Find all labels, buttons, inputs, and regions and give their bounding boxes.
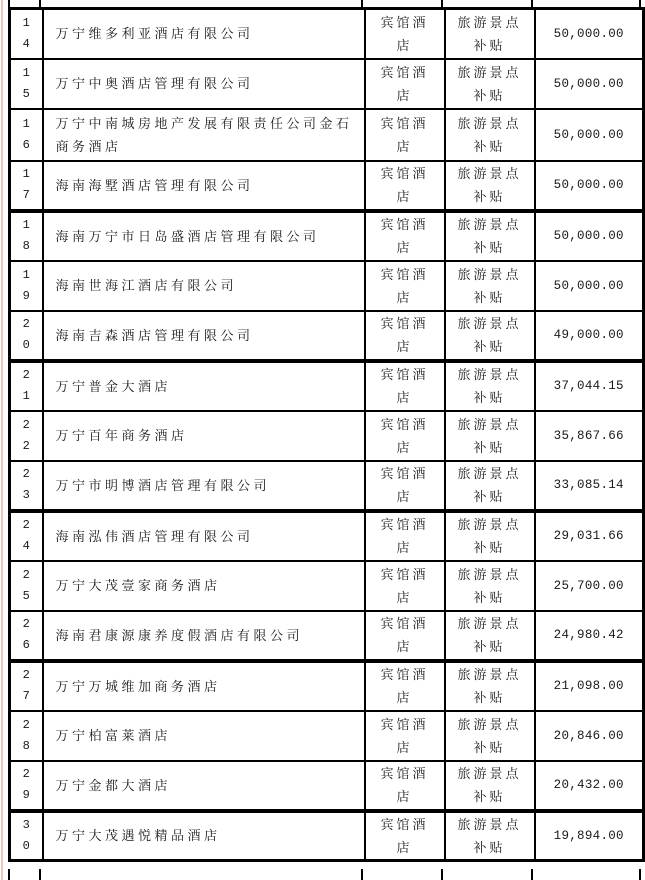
company-name-cell: 万宁大茂壹家商务酒店 [43,561,365,611]
category-cell: 宾馆酒 店 [365,561,445,611]
amount-cell: 21,098.00 [535,661,644,711]
company-name-cell: 海南君康源康养度假酒店有限公司 [43,611,365,661]
row-number-cell: 1 8 [10,211,43,261]
subsidy-type-cell: 旅游景点 补贴 [445,109,535,161]
category-cell: 宾馆酒 店 [365,511,445,561]
row-number-cell: 2 8 [10,711,43,761]
amount-cell: 49,000.00 [535,311,644,361]
category-cell: 宾馆酒 店 [365,811,445,861]
bottom-partial-row-border [8,869,10,880]
company-name-cell: 海南世海江酒店有限公司 [43,261,365,311]
company-name-cell: 万宁万城维加商务酒店 [43,661,365,711]
company-name-cell: 海南海墅酒店管理有限公司 [43,161,365,211]
amount-cell: 50,000.00 [535,261,644,311]
table-row [10,611,644,661]
subsidy-type-cell: 旅游景点 补贴 [445,811,535,861]
category-cell: 宾馆酒 店 [365,311,445,361]
category-cell: 宾馆酒 店 [365,461,445,511]
row-number-cell: 2 1 [10,361,43,411]
category-cell: 宾馆酒 店 [365,9,445,59]
row-number-cell: 2 5 [10,561,43,611]
row-number-cell: 2 2 [10,411,43,461]
table-row [10,761,644,811]
subsidy-type-cell: 旅游景点 补贴 [445,611,535,661]
amount-cell: 50,000.00 [535,211,644,261]
row-number-cell: 2 3 [10,461,43,511]
table-row [10,811,644,861]
subsidy-type-cell: 旅游景点 补贴 [445,311,535,361]
bottom-partial-row-border [39,869,41,880]
company-name-cell: 万宁金都大酒店 [43,761,365,811]
subsidy-type-cell: 旅游景点 补贴 [445,211,535,261]
table-row [10,161,644,211]
category-cell: 宾馆酒 店 [365,661,445,711]
table-row [10,411,644,461]
table-row [10,109,644,161]
subsidy-type-cell: 旅游景点 补贴 [445,261,535,311]
table-row [10,261,644,311]
top-partial-row-border [39,0,41,7]
bottom-partial-row-border [531,869,533,880]
top-partial-row-border [8,0,10,7]
amount-cell: 50,000.00 [535,59,644,109]
amount-cell: 50,000.00 [535,109,644,161]
amount-cell: 50,000.00 [535,9,644,59]
row-number-cell: 2 9 [10,761,43,811]
subsidy-type-cell: 旅游景点 补贴 [445,161,535,211]
table-row [10,661,644,711]
table-row [10,461,644,511]
subsidy-type-cell: 旅游景点 补贴 [445,411,535,461]
subsidy-table [8,7,645,862]
company-name-cell: 海南泓伟酒店管理有限公司 [43,511,365,561]
table-row [10,311,644,361]
category-cell: 宾馆酒 店 [365,711,445,761]
top-partial-row-border [639,0,641,7]
subsidy-type-cell: 旅游景点 补贴 [445,711,535,761]
subsidy-type-cell: 旅游景点 补贴 [445,361,535,411]
table-row [10,711,644,761]
subsidy-type-cell: 旅游景点 补贴 [445,761,535,811]
company-name-cell: 万宁百年商务酒店 [43,411,365,461]
row-number-cell: 1 7 [10,161,43,211]
amount-cell: 24,980.42 [535,611,644,661]
table-row [10,211,644,261]
subsidy-type-cell: 旅游景点 补贴 [445,511,535,561]
company-name-cell: 万宁柏富莱酒店 [43,711,365,761]
category-cell: 宾馆酒 店 [365,261,445,311]
category-cell: 宾馆酒 店 [365,211,445,261]
row-number-cell: 2 0 [10,311,43,361]
table-row [10,561,644,611]
category-cell: 宾馆酒 店 [365,161,445,211]
table-row [10,59,644,109]
row-number-cell: 1 9 [10,261,43,311]
amount-cell: 25,700.00 [535,561,644,611]
amount-cell: 19,894.00 [535,811,644,861]
company-name-cell: 万宁市明博酒店管理有限公司 [43,461,365,511]
top-partial-row-border [441,0,443,7]
top-partial-row-border [531,0,533,7]
bottom-partial-row-border [441,869,443,880]
subsidy-type-cell: 旅游景点 补贴 [445,9,535,59]
category-cell: 宾馆酒 店 [365,361,445,411]
subsidy-type-cell: 旅游景点 补贴 [445,661,535,711]
company-name-cell: 海南万宁市日岛盛酒店管理有限公司 [43,211,365,261]
row-number-cell: 2 4 [10,511,43,561]
company-name-cell: 万宁大茂遇悦精品酒店 [43,811,365,861]
subsidy-type-cell: 旅游景点 补贴 [445,561,535,611]
row-number-cell: 1 6 [10,109,43,161]
company-name-cell: 海南吉森酒店管理有限公司 [43,311,365,361]
subsidy-type-cell: 旅游景点 补贴 [445,59,535,109]
amount-cell: 20,846.00 [535,711,644,761]
scan-margin-line [1,0,3,880]
row-number-cell: 1 5 [10,59,43,109]
amount-cell: 29,031.66 [535,511,644,561]
category-cell: 宾馆酒 店 [365,411,445,461]
amount-cell: 35,867.66 [535,411,644,461]
subsidy-type-cell: 旅游景点 补贴 [445,461,535,511]
row-number-cell: 2 7 [10,661,43,711]
category-cell: 宾馆酒 店 [365,761,445,811]
bottom-partial-row-border [639,869,641,880]
company-name-cell: 万宁中南城房地产发展有限责任公司金石商务酒店 [43,109,365,161]
category-cell: 宾馆酒 店 [365,611,445,661]
table-row [10,361,644,411]
company-name-cell: 万宁普金大酒店 [43,361,365,411]
row-number-cell: 1 4 [10,9,43,59]
amount-cell: 50,000.00 [535,161,644,211]
top-partial-row-border [361,0,363,7]
company-name-cell: 万宁维多利亚酒店有限公司 [43,9,365,59]
amount-cell: 20,432.00 [535,761,644,811]
company-name-cell: 万宁中奥酒店管理有限公司 [43,59,365,109]
amount-cell: 37,044.15 [535,361,644,411]
category-cell: 宾馆酒 店 [365,59,445,109]
row-number-cell: 2 6 [10,611,43,661]
amount-cell: 33,085.14 [535,461,644,511]
category-cell: 宾馆酒 店 [365,109,445,161]
bottom-partial-row-border [361,869,363,880]
table-row [10,9,644,59]
row-number-cell: 3 0 [10,811,43,861]
table-row [10,511,644,561]
